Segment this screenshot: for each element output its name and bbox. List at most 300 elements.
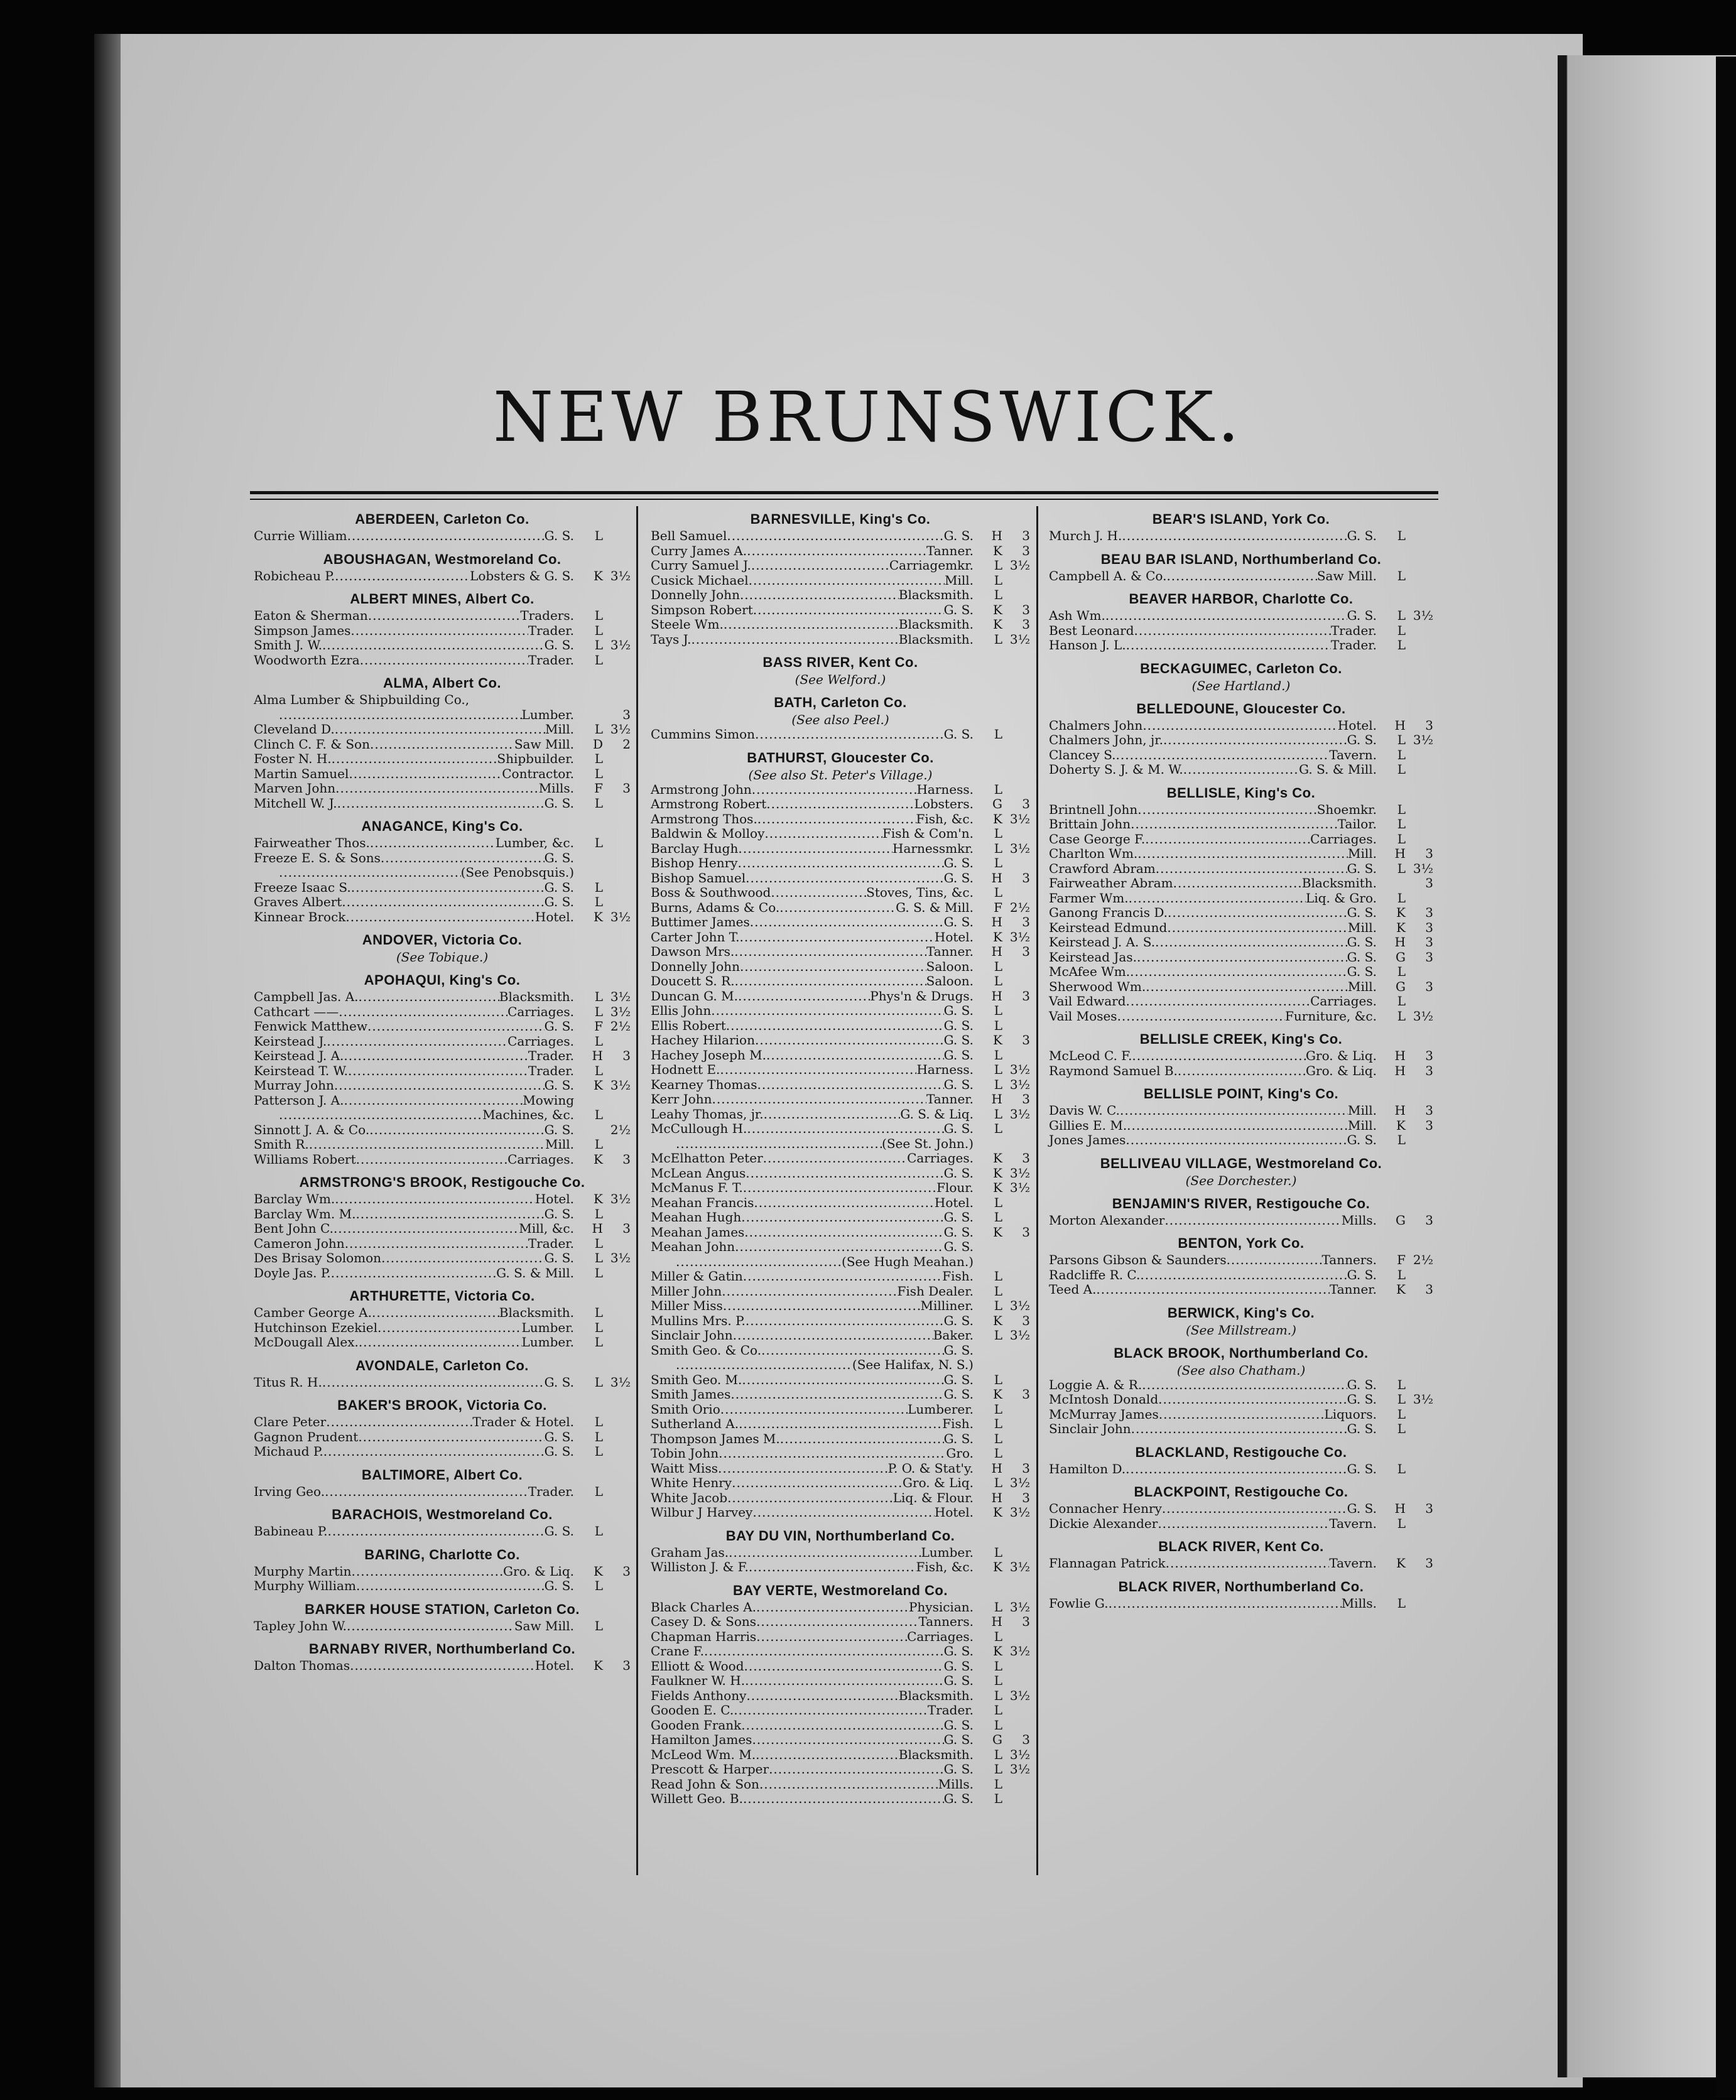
listing-credit: 3	[1425, 949, 1433, 965]
listing-rating: L	[994, 1791, 1002, 1806]
dot-leader	[720, 1402, 908, 1417]
listing-name: McManus F. T.	[651, 1180, 743, 1195]
dot-leader	[746, 1314, 944, 1329]
listing-row	[651, 1181, 1030, 1196]
place-heading: BEAU BAR ISLAND, Northumberland Co.	[1100, 551, 1382, 567]
listing-row	[254, 781, 631, 796]
listing-business: Blacksmith.	[898, 631, 974, 647]
listing-rating: L	[1397, 1515, 1406, 1531]
listing-business: Lobsters.	[914, 796, 974, 811]
listing-row	[651, 856, 1030, 871]
listing-business: G. S.	[1347, 905, 1377, 920]
listing-row	[651, 901, 1030, 916]
listing-name: Barclay Wm. M.	[254, 1206, 356, 1221]
place-heading: ANDOVER, Victoria Co.	[362, 932, 523, 948]
dot-leader	[744, 1225, 943, 1240]
listing-business: Tanner.	[926, 543, 974, 558]
listing-row	[254, 1375, 631, 1390]
dot-leader	[761, 1343, 944, 1358]
listing-rating: L	[994, 558, 1002, 573]
listing-rating: L	[994, 727, 1002, 742]
listing-name: Bell Samuel	[651, 528, 727, 543]
listing-business: Trader.	[528, 1063, 574, 1078]
listing-rating: L	[594, 1374, 603, 1390]
place-heading: BAY VERTE, Westmoreland Co.	[733, 1582, 948, 1598]
listing-row	[651, 1078, 1030, 1093]
listing-credit: 3½	[610, 1078, 631, 1093]
place-heading: APOHAQUI, King's Co.	[364, 972, 521, 988]
listing-name: Hutchinson Ezekiel	[254, 1319, 377, 1335]
listing-rating: L	[594, 1334, 603, 1350]
dot-leader	[753, 603, 944, 618]
listing-rating: L	[994, 1401, 1002, 1417]
listing-name: Meahan Francis	[651, 1194, 754, 1210]
listing-business: G. S.	[943, 870, 974, 885]
listing-name: Waitt Miss	[651, 1460, 718, 1476]
dot-leader	[739, 1417, 942, 1432]
listing-business: G. S.	[544, 1250, 574, 1265]
listing-rating: L	[994, 1475, 1002, 1490]
listing-name: Kerr John	[651, 1091, 712, 1107]
listing-row	[254, 1335, 631, 1350]
dot-leader	[351, 880, 545, 896]
listing-name: Ellis John	[651, 1003, 712, 1018]
listing-rating: H	[1394, 934, 1406, 950]
listing-name: Bishop Samuel	[651, 870, 746, 885]
place-heading: BEAR'S ISLAND, York Co.	[1152, 511, 1330, 527]
dot-leader	[1116, 748, 1330, 763]
dot-leader	[749, 573, 945, 588]
listing-name: Hamilton James	[651, 1732, 752, 1747]
place-heading: BENJAMIN'S RIVER, Restigouche Co.	[1112, 1195, 1370, 1211]
dot-leader	[1132, 1049, 1306, 1064]
listing-credit: 3	[1425, 1556, 1433, 1571]
listing-name: Curry James A.	[651, 543, 747, 558]
listing-row	[651, 1107, 1030, 1122]
listing-business: G. S.	[943, 1224, 974, 1240]
listing-business: G. S.	[943, 1658, 974, 1674]
listing-name: Elliott & Wood	[651, 1658, 744, 1674]
dot-leader	[712, 1092, 926, 1107]
listing-row	[651, 1491, 1030, 1506]
listing-credit: 3½	[610, 568, 631, 583]
listing-rating: L	[1397, 637, 1406, 652]
place-heading: ABERDEEN, Carleton Co.	[355, 511, 529, 527]
listing-business: Carriages.	[907, 1150, 974, 1166]
listing-name: Raymond Samuel B.	[1049, 1063, 1178, 1078]
listing-business: G. S.	[1347, 608, 1377, 623]
dot-leader	[1126, 1133, 1347, 1148]
place-section	[651, 693, 1030, 742]
listing-business: Mill.	[545, 1137, 574, 1152]
place-section	[1049, 1085, 1433, 1148]
listing-credit: 3	[1022, 617, 1030, 632]
listing-name: Donnelly John	[651, 587, 740, 602]
dot-leader	[334, 1078, 545, 1093]
dot-leader	[1129, 891, 1306, 906]
listing-row	[254, 1123, 631, 1138]
listing-credit: 3½	[610, 1250, 631, 1265]
dot-leader	[345, 910, 534, 925]
listing-credit: 3½	[610, 722, 631, 737]
facing-page-edge	[1558, 55, 1736, 2077]
listing-rating: H	[1394, 717, 1406, 733]
listing-business: Blacksmith.	[499, 1305, 574, 1320]
dot-leader	[1163, 733, 1347, 748]
listing-name: Williams Robert	[254, 1151, 356, 1167]
listing-row	[651, 944, 1030, 960]
listing-business: Hotel.	[534, 909, 574, 924]
listing-credit: 3½	[1009, 1643, 1030, 1659]
listing-rating: K	[1396, 905, 1406, 920]
listing-name: Farmer Wm.	[1049, 890, 1129, 906]
dot-leader	[1096, 1282, 1330, 1297]
listing-name: McIntosh Donald	[1049, 1392, 1159, 1407]
listing-business: G. S. & Mill.	[496, 1265, 574, 1280]
listing-rating: L	[594, 622, 603, 638]
listing-row	[651, 1545, 1030, 1561]
place-section	[254, 510, 631, 544]
listing-rating: L	[994, 1717, 1002, 1733]
listing-credit: 3	[1425, 1282, 1433, 1297]
listing-row	[651, 974, 1030, 989]
listing-name: Flannagan Patrick	[1049, 1556, 1166, 1571]
listing-name: Fairweather Thos.	[254, 835, 370, 850]
cross-reference-note: (See Tobique.)	[396, 950, 489, 965]
listing-rating: K	[993, 1559, 1002, 1574]
dot-leader	[381, 1251, 545, 1266]
dot-leader	[1156, 862, 1347, 877]
dot-leader	[741, 1210, 943, 1225]
listing-name: White Henry	[651, 1475, 732, 1490]
listing-credit: 3	[1022, 1032, 1030, 1047]
listing-row	[1049, 638, 1433, 653]
listing-business: Tavern.	[1329, 1515, 1377, 1531]
listing-name: Tapley John W.	[254, 1618, 347, 1633]
listing-name: Barclay Wm.	[254, 1191, 335, 1206]
listing-rating: L	[994, 1194, 1002, 1210]
listing-business: G. S.	[1347, 934, 1377, 950]
listing-rating: H	[991, 1460, 1002, 1476]
listing-name: Morton Alexander	[1049, 1212, 1165, 1228]
listing-name: Clare Peter	[254, 1414, 327, 1429]
dot-leader	[327, 1034, 507, 1049]
listing-business: Mill, &c.	[519, 1221, 574, 1236]
dot-leader	[367, 1019, 545, 1034]
dot-leader	[350, 1659, 535, 1674]
listing-rating: L	[994, 1431, 1002, 1446]
listing-business: G. S.	[943, 727, 974, 742]
listing-rating: H	[1394, 1063, 1406, 1078]
listing-name: Keirstead Edmund	[1049, 919, 1168, 935]
listing-name: Brintnell John	[1049, 801, 1138, 817]
listing-name: Black Charles A.	[651, 1599, 757, 1615]
listing-business: Tailor.	[1337, 816, 1377, 831]
listing-business: Shoemkr.	[1316, 801, 1377, 817]
dot-leader	[1105, 609, 1347, 624]
listing-row	[1049, 1253, 1433, 1268]
listing-rating: K	[594, 568, 603, 583]
listing-name: Campbell Jas. A.	[254, 989, 359, 1004]
listing-rating: L	[994, 572, 1002, 588]
listing-business: Gro. & Liq.	[1306, 1063, 1377, 1078]
listing-business: G. S.	[943, 1372, 974, 1387]
dot-leader	[756, 1630, 907, 1645]
listing-rating: L	[594, 1429, 603, 1444]
listing-rating: L	[1397, 732, 1406, 747]
listing-row	[254, 1093, 631, 1108]
listing-name: Leahy Thomas, jr.	[651, 1106, 764, 1122]
dot-leader	[780, 1432, 944, 1447]
listing-name: Faulkner W. H.	[651, 1673, 746, 1688]
dot-leader	[1142, 1378, 1347, 1393]
listing-business: Blacksmith.	[898, 1746, 974, 1762]
listing-business: Flour.	[936, 1180, 974, 1195]
listing-credit: 3	[1022, 1224, 1030, 1240]
listing-rating: G	[1396, 978, 1406, 994]
listing-business: Mills.	[1341, 1595, 1377, 1611]
listing-business: G. S.	[943, 1732, 974, 1747]
dot-leader	[1137, 803, 1316, 818]
listing-business: Tanners.	[1321, 1252, 1377, 1267]
dot-leader	[339, 1005, 507, 1020]
listing-name: Read John & Son	[651, 1776, 759, 1792]
dot-leader	[370, 836, 496, 851]
listing-rating: K	[993, 1165, 1002, 1181]
listing-rating: H	[991, 870, 1002, 885]
listing-rating: K	[1396, 1556, 1406, 1571]
listing-name: Armstrong Thos.	[651, 811, 757, 826]
listing-row	[1049, 624, 1433, 639]
listing-row	[651, 573, 1030, 588]
listing-name: Vail Edward	[1049, 993, 1126, 1009]
listing-business: G. S.	[1347, 949, 1377, 965]
cross-reference-note: (See Millstream.)	[1186, 1322, 1296, 1338]
dot-leader	[750, 915, 944, 930]
listing-rating: F	[994, 899, 1002, 915]
listing-rating: H	[991, 1490, 1002, 1505]
listing-business: Lumber.	[521, 1334, 574, 1350]
dot-leader	[726, 1019, 944, 1034]
dot-leader	[740, 930, 935, 945]
listing-business: Baker.	[933, 1328, 974, 1343]
listing-row	[1049, 609, 1433, 624]
listing-row	[651, 1505, 1030, 1520]
listing-row	[1049, 803, 1433, 818]
listing-name: Des Brisay Solomon	[254, 1250, 382, 1265]
listing-rating: L	[594, 1618, 603, 1633]
dot-leader	[757, 812, 916, 827]
listing-credit: 3½	[1009, 631, 1030, 647]
listing-credit: 3½	[1009, 1076, 1030, 1092]
listing-business: (See Hugh Meahan.)	[842, 1253, 974, 1269]
listing-credit: 3	[1425, 978, 1433, 994]
listing-credit: 3½	[1009, 1746, 1030, 1762]
place-section	[1049, 510, 1433, 544]
listing-row	[1049, 847, 1433, 862]
listing-credit: 3½	[610, 1004, 631, 1019]
listing-row	[1049, 718, 1433, 733]
listing-name: Clancey S.	[1049, 747, 1116, 762]
listing-name: Bishop Henry	[651, 855, 738, 870]
listing-business: Liq. & Flour.	[892, 1490, 974, 1505]
listing-rating: L	[994, 1283, 1002, 1299]
listing-row	[651, 915, 1030, 930]
listing-business: Lumberer.	[908, 1401, 974, 1417]
column-divider	[1036, 506, 1038, 1875]
listing-row	[651, 1703, 1030, 1718]
listing-name: McLeod C. F.	[1049, 1048, 1132, 1063]
listing-business: Carriages.	[507, 1151, 574, 1167]
listing-rating: L	[994, 1121, 1002, 1136]
dot-leader	[733, 1328, 933, 1343]
listing-business: Carriages.	[1310, 993, 1377, 1009]
listing-row	[1049, 569, 1433, 584]
dot-leader	[1159, 1407, 1325, 1422]
listing-rating: L	[594, 1033, 603, 1049]
listing-business: Trader.	[528, 1483, 574, 1499]
listing-row	[651, 1343, 1030, 1358]
listing-credit: 3	[1425, 919, 1433, 935]
listing-business: Lumber, &c.	[495, 835, 574, 850]
listing-business: G. S.	[943, 1312, 974, 1328]
listing-row	[254, 722, 631, 737]
place-section	[651, 653, 1030, 687]
listing-row	[651, 1048, 1030, 1063]
listing-credit: 3	[1022, 870, 1030, 885]
listing-name: Kearney Thomas	[651, 1076, 757, 1092]
dot-leader	[335, 569, 470, 584]
listing-name: Doucett S. R.	[651, 973, 735, 988]
listing-name: Murch J. H.	[1049, 528, 1122, 543]
listing-row	[651, 1792, 1030, 1807]
listing-name: Armstrong John	[651, 781, 752, 797]
listing-row	[1049, 748, 1433, 763]
listing-row	[1049, 733, 1433, 748]
listing-rating: G	[1396, 949, 1406, 965]
listing-name: Meahan Hugh	[651, 1210, 742, 1225]
dot-leader	[734, 1703, 928, 1718]
listing-name: Clinch C. F. & Son	[254, 736, 370, 752]
dot-leader	[738, 842, 892, 857]
dot-leader	[279, 1108, 482, 1123]
listing-row	[651, 1560, 1030, 1575]
place-section	[1049, 1234, 1433, 1297]
dot-leader	[1183, 762, 1299, 777]
listing-row	[651, 1255, 1030, 1270]
listing-name: Crawford Abram	[1049, 860, 1156, 876]
listing-business: Hotel.	[934, 1194, 974, 1210]
listing-business: Blacksmith.	[898, 1687, 974, 1703]
place-heading: ALMA, Albert Co.	[382, 675, 502, 691]
listing-credit: 3	[1022, 1732, 1030, 1747]
listing-business: G. S. & Liq.	[900, 1106, 974, 1122]
listing-name: Camber George A.	[254, 1305, 372, 1320]
listing-credit: 3	[622, 1658, 631, 1673]
listing-credit: 3	[1425, 1117, 1433, 1133]
listing-name: Foster N. H.	[254, 751, 332, 766]
listing-rating: L	[1397, 831, 1406, 847]
listing-business: G. S.	[544, 795, 574, 811]
listing-rating: L	[1397, 1132, 1406, 1147]
listing-business: Fish, &c.	[916, 811, 974, 826]
dot-leader	[740, 960, 926, 975]
dot-leader	[323, 1444, 545, 1459]
place-section	[1049, 1154, 1433, 1188]
listing-row	[651, 529, 1030, 544]
listing-name: Murphy William	[254, 1578, 356, 1593]
place-section	[1049, 1194, 1433, 1228]
listing-name: Hanson J. L.	[1049, 637, 1126, 652]
listing-business: Trader.	[528, 622, 574, 638]
listing-business: Mill.	[1347, 919, 1377, 935]
listing-business: G. S.	[943, 1342, 974, 1358]
dot-leader	[742, 1373, 943, 1388]
listing-business: G. S.	[943, 602, 974, 617]
listing-business: G. S.	[943, 1165, 974, 1181]
dot-leader	[356, 1152, 507, 1167]
listing-name: Doherty S. J. & M. W.	[1049, 762, 1183, 777]
listing-business: G. S.	[943, 1791, 974, 1806]
listing-business: Blacksmith.	[898, 587, 974, 602]
listing-row	[254, 1251, 631, 1266]
listing-business: Lumber.	[521, 1319, 574, 1335]
place-section	[254, 590, 631, 668]
listing-name: Hamilton D.	[1049, 1461, 1126, 1476]
listing-name: McCullough H.	[651, 1121, 747, 1136]
listing-row	[651, 588, 1030, 603]
cross-reference-note: (See Hartland.)	[1191, 678, 1291, 693]
listing-rating: L	[994, 1746, 1002, 1762]
place-heading: BEAVER HARBOR, Charlotte Co.	[1129, 591, 1354, 607]
listing-business: Shipbuilder.	[497, 751, 574, 766]
listing-business: Harnessmkr.	[892, 840, 974, 856]
listing-rating: L	[1397, 1008, 1406, 1024]
listing-row	[1049, 762, 1433, 777]
listing-rating: L	[994, 1003, 1002, 1018]
listing-name: Buttimer James	[651, 914, 750, 929]
listing-row	[254, 836, 631, 851]
dot-leader	[326, 1415, 472, 1430]
listing-name: Woodworth Ezra	[254, 652, 360, 668]
listing-row	[651, 930, 1030, 945]
dot-leader	[734, 944, 926, 960]
listing-credit: 3½	[1413, 608, 1433, 623]
listing-credit: 3½	[1009, 929, 1030, 944]
listing-credit: 3	[622, 706, 631, 722]
listing-rating: L	[1397, 964, 1406, 979]
listing-business: G. S.	[544, 1122, 574, 1137]
dot-leader	[1166, 569, 1316, 584]
listing-credit: 3	[1022, 796, 1030, 811]
listing-business: Mill.	[1347, 846, 1377, 861]
listing-business: Hotel.	[934, 929, 974, 944]
listing-name: Graham Jas.	[651, 1544, 729, 1560]
listing-name: Marven John	[254, 781, 336, 796]
listing-rating: H	[991, 914, 1002, 929]
listing-name: Cusick Michael	[651, 572, 749, 588]
book-binding	[94, 34, 121, 2087]
listing-rating: L	[994, 1687, 1002, 1703]
page-title: NEW BRUNSWICK.	[492, 377, 1244, 457]
dot-leader	[743, 1792, 944, 1807]
listing-name: Carter John T.	[651, 929, 740, 944]
listing-row	[254, 693, 631, 708]
listing-row	[1049, 921, 1433, 936]
dot-leader	[743, 1269, 942, 1284]
column-divider	[636, 506, 638, 1875]
listing-business: Carriages.	[507, 1004, 574, 1019]
